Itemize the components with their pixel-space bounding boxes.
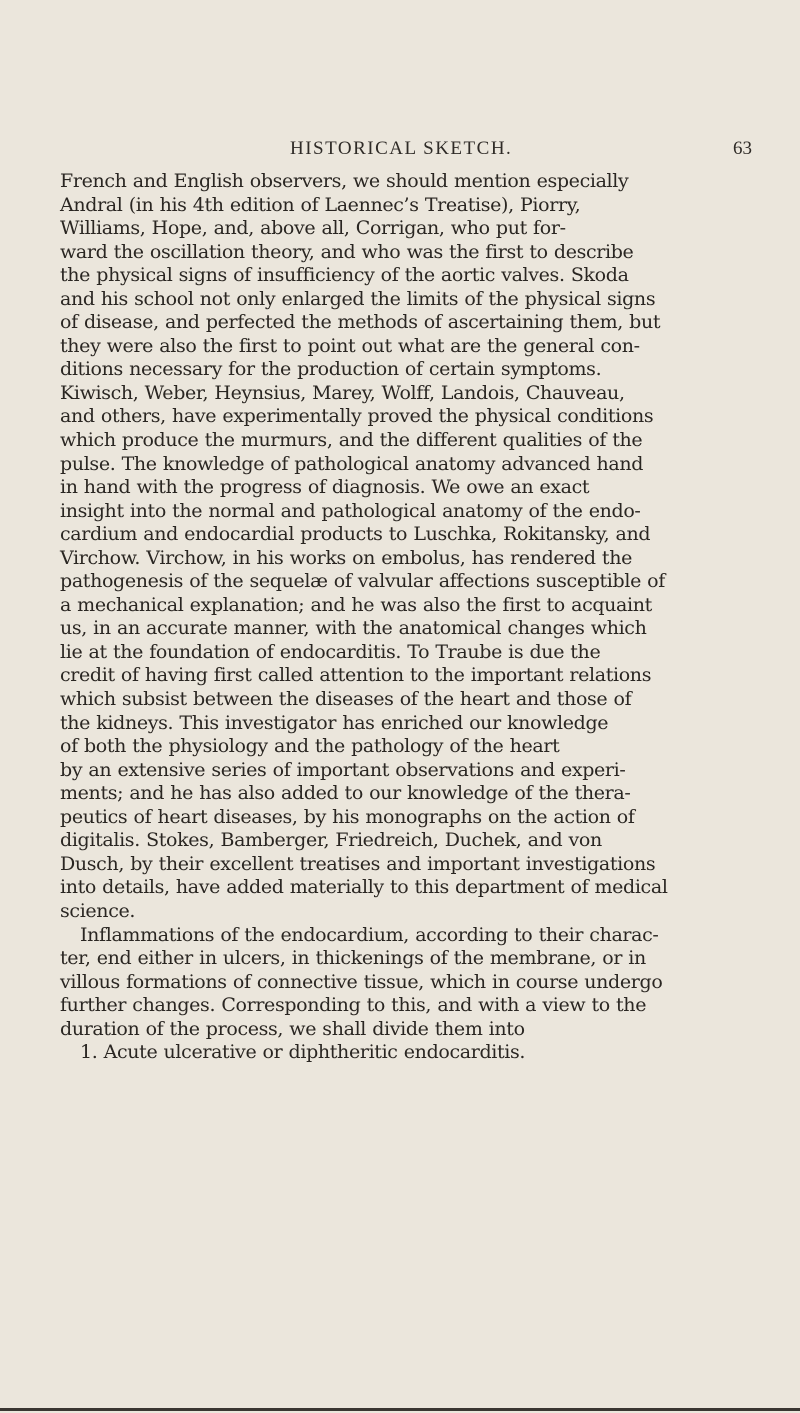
text-line: further changes. Corresponding to this, and with a view to the [60, 994, 647, 1017]
page-number: 63 [733, 138, 752, 159]
text-line: us, in an accurate manner, with the anatomical changes which [60, 617, 647, 640]
text-line: ments; and he has also added to our knowledge of the thera- [60, 782, 631, 805]
text-line: of disease, and perfected the methods of ascertaining them, but [60, 311, 661, 334]
text-line: digitalis. Stokes, Bamberger, Friedreich, Duchek, and von [60, 829, 602, 852]
text-line: in hand with the progress of diagnosis. We owe an exact [60, 476, 590, 499]
text-line: ditions necessary for the production of certain symptoms. [60, 358, 602, 381]
text-line: French and English observers, we should mention especially [60, 170, 629, 192]
text-line: cardium and endocardial products to Luschka, Rokitansky, and [60, 523, 651, 546]
text-line: Dusch, by their excellent treatises and important investigations [60, 852, 656, 875]
text-line: lie at the foundation of endocarditis. To Traube is due the [60, 640, 601, 663]
running-title: HISTORICAL SKETCH. [290, 138, 513, 159]
text-line: ter, end either in ulcers, in thickenings of the membrane, or in [60, 947, 646, 970]
text-line: Williams, Hope, and, above all, Corrigan, who put for- [60, 217, 566, 240]
text-line: pulse. The knowledge of pathological anatomy advanced hand [60, 452, 644, 475]
text-line: a mechanical explanation; and he was also the first to acquaint [60, 593, 652, 616]
text-line: of both the physiology and the pathology of the heart [60, 735, 560, 758]
text-line: into details, have added materially to this department of medical [60, 876, 668, 899]
text-line: duration of the process, we shall divide them into [60, 1017, 525, 1040]
text-line: peutics of heart diseases, by his monographs on the action of [60, 805, 635, 828]
body-text [60, 170, 750, 1065]
text-line: pathogenesis of the sequelæ of valvular affections susceptible of [60, 570, 665, 593]
text-line: ward the oscillation theory, and who was the first to describe [60, 240, 634, 263]
text-line: which produce the murmurs, and the different qualities of the [60, 429, 643, 452]
text-line: credit of having first called attention to the important relations [60, 664, 652, 687]
numbered-item: 1. Acute ulcerative or diphtheritic endocarditis. [80, 1041, 526, 1064]
text-line: which subsist between the diseases of the heart and those of [60, 688, 632, 711]
text-line: science. [60, 899, 136, 922]
text-line: insight into the normal and pathological anatomy of the endo- [60, 499, 641, 522]
text-line: and his school not only enlarged the limits of the physical signs [60, 287, 656, 310]
text-line: Inflammations of the endocardium, according to their charac- [80, 923, 659, 946]
text-line: Andral (in his 4th edition of Laennec’s Treatise), Piorry, [60, 193, 581, 216]
text-line: Kiwisch, Weber, Heynsius, Marey, Wolff, Landois, Chauveau, [60, 381, 625, 404]
text-line: by an extensive series of important observations and experi- [60, 758, 626, 781]
text-line: Virchow. Virchow, in his works on embolus, has rendered the [60, 546, 632, 569]
text-line: and others, have experimentally proved the physical conditions [60, 405, 654, 428]
text-line: villous formations of connective tissue, which in course undergo [60, 970, 663, 993]
running-head [290, 138, 752, 166]
page-edge-rule [0, 1408, 800, 1411]
text-line: they were also the first to point out what are the general con- [60, 334, 640, 357]
text-line: the kidneys. This investigator has enriched our knowledge [60, 711, 609, 734]
text-line: the physical signs of insufficiency of the aortic valves. Skoda [60, 264, 629, 287]
